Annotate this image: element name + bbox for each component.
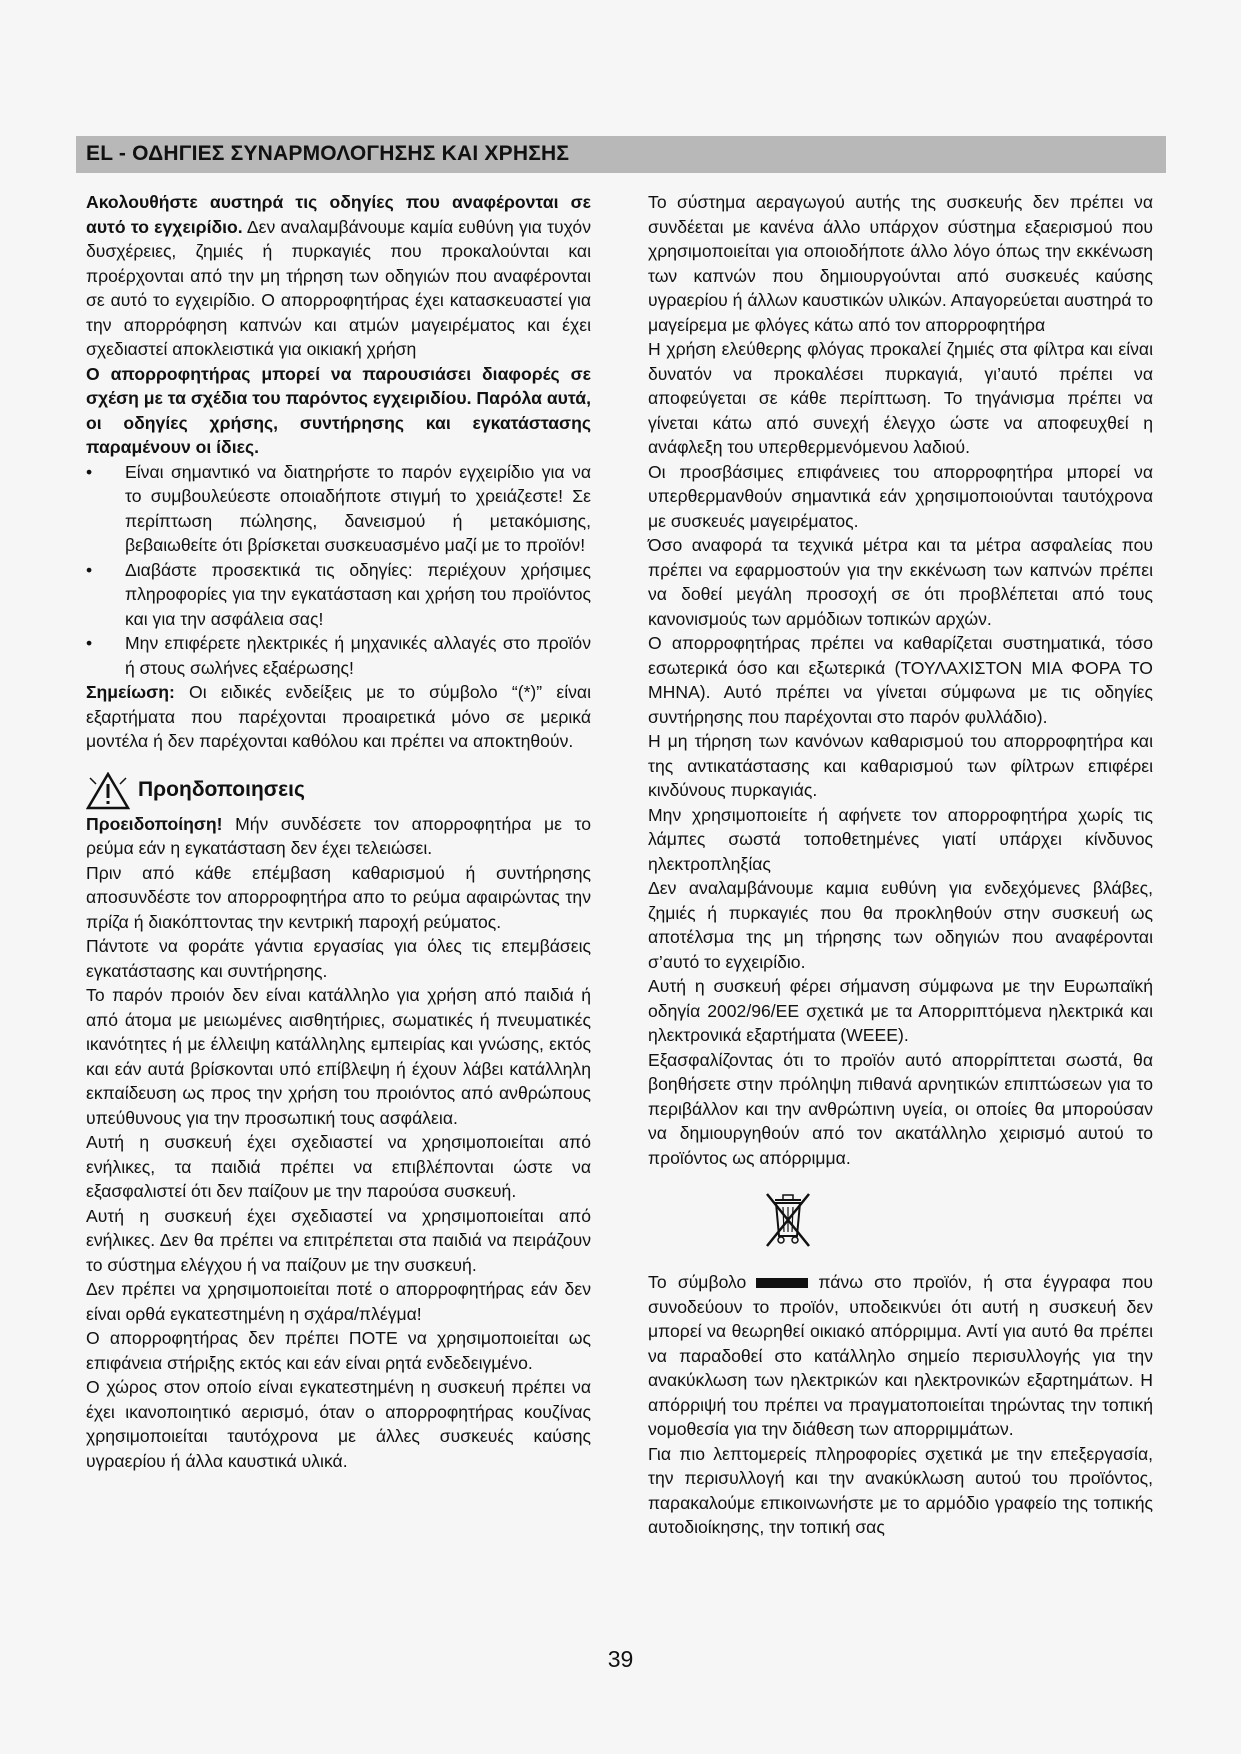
paragraph: Αυτή η συσκευή έχει σχεδιαστεί να χρησιμοποιείται από ενήλικες, τα παιδιά πρέπει να επιβλέπονται ώστε να εξασφαλιστεί ότι δεν παίζουν με την παρούσα συσκευή.: [86, 1132, 591, 1201]
bullet-icon: •: [86, 461, 93, 482]
warning-text: Μήν συνδέσετε τον απορροφητήρα με το ρεύμα εάν η εγκατάσταση δεν έχει τελειώσει.: [86, 813, 592, 858]
paragraph: Αυτή η συσκευή φέρει σήμανση σύμφωνα με την Ευρωπαϊκή οδηγία 2002/96/ΕΕ σχετικά με τα Απορριπτόμενα ηλεκτρικά και ηλεκτρονικά εξαρτήματα (WEEE).: [648, 976, 1153, 1045]
warnings-title: Προηδοποιησεις: [138, 778, 305, 802]
list-item-text: Μην επιφέρετε ηλεκτρικές ή μηχανικές αλλαγές στο προϊόν ή στους σωλήνες εξαέρωσης!: [125, 633, 591, 678]
list-item-text: Διαβάστε προσεκτικά τις οδηγίες: περιέχουν χρήσιμες πληροφορίες για την εγκατάσταση και χρήση του προϊόντος και για την ασφάλεια σας!: [125, 559, 591, 629]
list-item-text: Είναι σημαντικό να διατηρήστε το παρόν εγχειρίδιο για να το συμβουλεύεστε οποιαδήποτε στιγμή το χρειάζεστε! Σε περίπτωση πώλησης, δανεισμού ή μετακόμισης, βεβαιωθείτε ότι βρίσκεται συσκευασμένο μαζί με το προϊόν!: [125, 461, 591, 555]
bullet-icon: •: [86, 633, 93, 653]
paragraph: Οι προσβάσιμες επιφάνειες του απορροφητήρα μπορεί να υπερθερμανθούν σημαντικά εάν χρησιμοποιούνται ταυτόχρονα με συσκευές μαγειρέματος.: [648, 461, 1153, 531]
paragraph: Ο απορροφητήρας δεν πρέπει ΠΟΤΕ να χρησιμοποιείται ως επιφάνεια στήριξης εκτός και εάν είναι ρητά ενδεδειγμένο.: [86, 1328, 591, 1373]
intro-paragraph: [86, 190, 591, 362]
paragraph: Αυτή η συσκευή έχει σχεδιαστεί να χρησιμοποιείται από ενήλικες. Δεν θα πρέπει να επιτρέπεται στα παιδιά να πειράζουν το σύστημα ελέγχου ή να παίζουν με την συσκευή.: [86, 1205, 591, 1275]
section-title: EL - ΟΔΗΓΙΕΣ ΣΥΝΑΡΜΟΛΟΓΗΣΗΣ ΚΑΙ ΧΡΗΣΗΣ: [86, 142, 570, 165]
paragraph: Το σύστημα αεραγωγού αυτής της συσκευής δεν πρέπει να συνδέεται με κανένα άλλο υπάρχον σύστημα εξαερισμού που χρησιμοποιείται για οποιοδήποτε άλλο λόγο όπως την εκκένωση των καπνών που δημιουργούνται από συσκευές καύσης υγραερίου ή άλλων καυστικών υλικών. Απαγορεύεται αυστηρά το μαγείρεμα με φλόγες κάτω από τον απορροφητήρα: [648, 192, 1153, 335]
bullet-icon: •: [86, 559, 93, 580]
intro-text: Δεν αναλαμβάνουμε καμία ευθύνη για τυχόν δυσχέρειες, ζημιές ή πυρκαγιές που προκαλούνται και προέρχονται από την μη τήρηση των οδηγιών που αναφέρονται σε αυτό το εγχειρίδιο. Ο απορροφητήρας έχει κατασκευαστεί για την απορρόφηση καπνών και ατμών μαγειρέματος και έχει σχεδιαστεί αποκλειστικά για οικιακή χρήση: [86, 216, 592, 359]
paragraph: Ο χώρος στον οποίο είναι εγκατεστημένη η συσκευή πρέπει να έχει ικανοποιητικό αερισμό, όταν ο απορροφητήρας κουζίνας χρησιμοποιείται ταυτόχρονα με άλλες συσκευές καύσης υγραερίου ή άλλα καυστικά υλικά.: [86, 1377, 591, 1471]
section-header-bar: [76, 136, 1166, 173]
list-item: [86, 631, 591, 680]
paragraph: Μην χρησιμοποιείτε ή αφήνετε τον απορροφητήρα χωρίς τις λάμπες σωστά τοποθετημένες γιατί υπάρχει κίνδυνος ηλεκτροπληξίας: [648, 804, 1153, 874]
paragraph: Το παρόν προιόν δεν είναι κατάλληλο για χρήση από παιδιά ή από άτομα με μειωμένες αισθητήριες, σωματικές ή πνευματικές ικανότητες ή με έλλειψη κατάλληλης εμπειρίας και γνώσης, εκτός και εάν αυτά βρίσκονται υπό επίβλεψη ή έχουν λάβει κατάλληλη εκπαίδευση ως προς την χρήση του προιόντος από ανθρώπους υπεύθυνους για την προσωπική τους ασφάλεια.: [86, 985, 591, 1128]
paragraph: Η χρήση ελεύθερης φλόγας προκαλεί ζημιές στα φίλτρα και είναι δυνατόν να προκαλέσει πυρκαγιά, γι’αυτό πρέπει να αποφεύγεται σε κάθε περίπτωση. Το τηγάνισμα πρέπει να γίνεται κάτω από συνεχή έλεγχο ώστε να αποφευχθεί η ανάφλεξη του υπερθερμενόμενου λαδιού.: [648, 339, 1153, 457]
note-paragraph: [86, 680, 591, 754]
symbol-prefix: Το σύμβολο: [648, 1272, 747, 1292]
paragraph: Ο απορροφητήρας πρέπει να καθαρίζεται συστηματικά, τόσο εσωτερικά όσο και εξωτερικά (ΤΟΥΛΑΧΙΣΤΟΝ ΜΙΑ ΦΟΡΑ ΤΟ ΜΗΝΑ). Αυτό πρέπει να γίνεται σύμφωνα με τις οδηγίες συντήρησης που παρέχονται στο παρόν φυλλάδιο).: [648, 633, 1153, 727]
warning-triangle-icon: [86, 772, 130, 810]
paragraph: Δεν αναλαμβάνουμε καμια ευθύνη για ενδεχόμενες βλάβες, ζημιές ή πυρκαγιές που θα προκληθούν στην συσκευή ως αποτέλσμα της μη τήρησης των οδηγιών που αναφέρονται σ’αυτό το εγχειρίδιο.: [648, 878, 1153, 972]
weee-symbol-area: [648, 1170, 1153, 1270]
symbol-paragraph: [648, 1270, 1153, 1442]
page-number: 39: [607, 1646, 634, 1672]
paragraph: Για πιο λεπτομερείς πληροφορίες σχετικά με την επεξεργασία, την περισυλλογή και την ανακύκλωση αυτού του προϊόντος, παρακαλούμε επικοινωνήστε με το αρμόδιο γραφείο της τοπικής αυτοδιοίκησης, την τοπική σας: [648, 1443, 1153, 1537]
paragraph: Πριν από κάθε επέμβαση καθαρισμού ή συντήρησης αποσυνδέστε τον απορροφητήρα απο το ρεύμα αφαιρώντας την πρίζα ή διακόπτοντας την κεντρική παροχή ρεύματος.: [86, 862, 591, 932]
right-column: [648, 190, 1153, 1540]
weee-bar-icon: [756, 1278, 808, 1288]
warning-label: Προειδοποίηση!: [86, 813, 223, 834]
notice-paragraph: Ο απορροφητήρας μπορεί να παρουσιάσει διαφορές σε σχέση με τα σχέδια του παρόντος εγχειριδίου. Παρόλα αυτά, οι οδηγίες χρήσης, συντήρησης και εγκατάστασης παραμένουν οι ίδιες.: [86, 363, 591, 457]
paragraph: Εξασφαλίζοντας ότι το προϊόν αυτό απορρίπτεται σωστά, θα βοηθήσετε στην πρόληψη πιθανά αρνητικών επιπτώσεων για το περιβάλλον και την ανθρώπινη υγεία, οι οποίες θα μπορούσαν να δημιουργηθούν από τον ακατάλληλο χειρισμό αυτού το προϊόντος ως απόρριμμα.: [648, 1049, 1153, 1168]
paragraph: Πάντοτε να φοράτε γάντια εργασίας για όλες τις επεμβάσεις εγκατάστασης και συντήρησης.: [86, 936, 591, 981]
symbol-text: πάνω στο προϊόν, ή στα έγγραφα που συνοδεύουν το προϊόν, υποδεικνύει ότι αυτή η συσκευή δεν μπορεί να θεωρηθεί οικιακό απόρριμμα. Αντί για αυτό θα πρέπει να παραδοθεί στο κατάλληλο σημείο περισυλλογής για την ανακύκλωση των ηλεκτρικών και ηλεκτρονικών εξαρτημάτων. Η απόρριψή του πρέπει να πραγματοποιείται τηρώντας την τοπική νομοθεσία για την διάθεση των απορριμμάτων.: [648, 1272, 1153, 1439]
left-column: [86, 190, 591, 1473]
paragraph: Δεν πρέπει να χρησιμοποιείται ποτέ ο απορροφητήρας εάν δεν είναι ορθά εγκατεστημένη η σχάρα/πλέγμα!: [86, 1279, 591, 1324]
paragraph: Η μη τήρηση των κανόνων καθαρισμού του απορροφητήρα και της αντικατάστασης και καθαρισμού των φίλτρων επιφέρει κινδύνους πυρκαγιάς.: [648, 731, 1153, 800]
note-label: Σημείωση:: [86, 682, 175, 702]
warnings-heading: [86, 772, 591, 810]
crossed-bin-icon: [763, 1192, 813, 1250]
list-item: [86, 460, 591, 558]
list-item: [86, 558, 591, 632]
paragraph: Όσο αναφορά τα τεχνικά μέτρα και τα μέτρα ασφαλείας που πρέπει να εφαρμοστούν για την εκκένωση των καπνών πρέπει να δοθεί μεγάλη προσοχή σε ότι προβλέπεται από τους κανονισμούς των αρμόδιων τοπικών αρχών.: [648, 535, 1153, 629]
instruction-list: [86, 460, 591, 681]
warning-paragraph: [86, 812, 591, 861]
note-text: Οι ειδικές ενδείξεις με το σύμβολο “(*)” είναι εξαρτήματα που παρέχονται προαιρετικά μόνο σε μερικά μοντέλα ή δεν παρέχονται καθόλου και πρέπει να αποκτηθούν.: [86, 682, 591, 751]
intro-bold: Ακολουθήστε αυστηρά τις οδηγίες που αναφέρονται σε αυτό το εγχειρίδιο.: [86, 192, 591, 237]
